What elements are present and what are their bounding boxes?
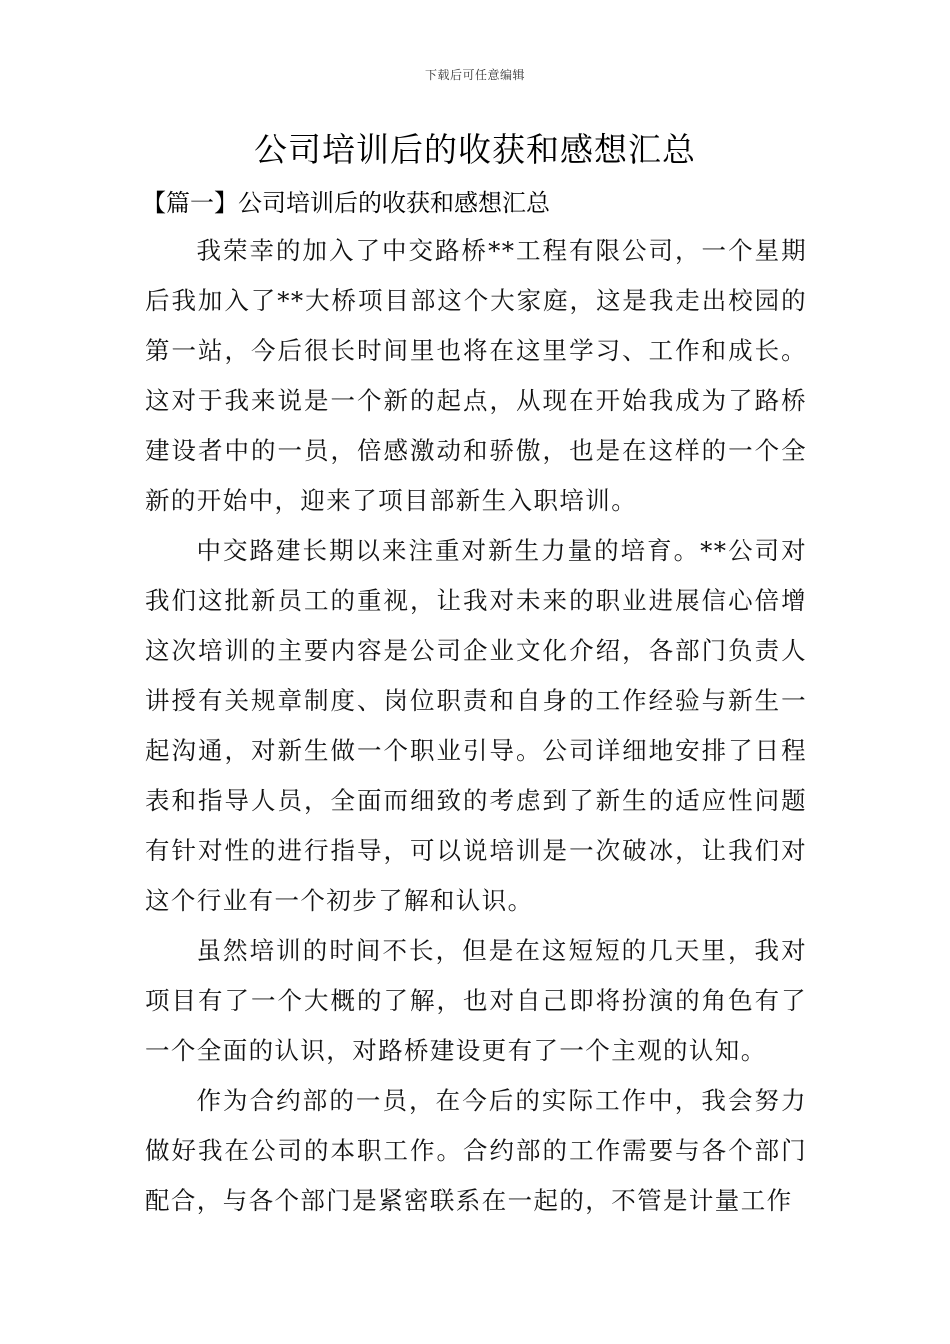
paragraph-4: 作为合约部的一员，在今后的实际工作中，我会努力做好我在公司的本职工作。合约部的工作需要与各个部门配合，与各个部门是紧密联系在一起的，不管是计量工作 [145, 1086, 807, 1215]
paragraph-3: 虽然培训的时间不长，但是在这短短的几天里，我对项目有了一个大概的了解，也对自己即将扮演的角色有了一个全面的认识，对路桥建设更有了一个主观的认知。 [145, 936, 807, 1065]
section-heading: 【篇一】公司培训后的收获和感想汇总 [142, 189, 550, 217]
body-text [145, 226, 807, 1226]
header-note: 下载后可任意编辑 [424, 68, 525, 82]
document-title: 公司培训后的收获和感想汇总 [254, 130, 696, 169]
paragraph-2: 中交路建长期以来注重对新生力量的培育。**公司对我们这批新员工的重视，让我对未来的职业进展信心倍增这次培训的主要内容是公司企业文化介绍，各部门负责人讲授有关规章制度、岗位职责和自身的工作经验与新生一起沟通，对新生做一个职业引导。公司详细地安排了日程表和指导人员，全面而细致的考虑到了新生的适应性问题有针对性的进行指导，可以说培训是一次破冰，让我们对这个行业有一个初步了解和认识。 [145, 536, 807, 915]
paragraph-1: 我荣幸的加入了中交路桥**工程有限公司，一个星期后我加入了**大桥项目部这个大家庭，这是我走出校园的第一站，今后很长时间里也将在这里学习、工作和成长。这对于我来说是一个新的起点，从现在开始我成为了路桥建设者中的一员，倍感激动和骄傲，也是在这样的一个全新的开始中，迎来了项目部新生入职培训。 [145, 236, 807, 515]
